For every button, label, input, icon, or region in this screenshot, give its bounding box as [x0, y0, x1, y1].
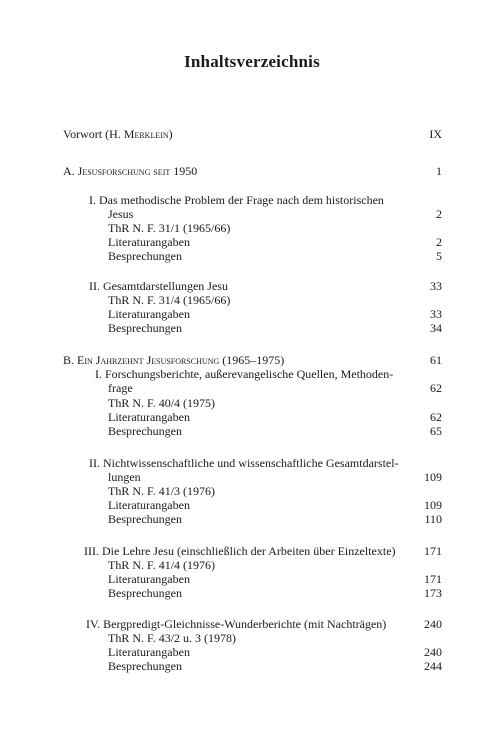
reviews-page: 173 [424, 586, 442, 600]
reviews-line: Besprechungen [108, 586, 182, 600]
entry-reference: ThR N. F. 40/4 (1975) [108, 396, 216, 410]
entry-page: 171 [424, 544, 442, 558]
literature-line: Literaturangaben [108, 410, 190, 424]
vorwort-entry [63, 127, 173, 141]
section-b-page: 61 [430, 353, 442, 367]
section-a-label: A. [63, 164, 78, 178]
entry-title: III. Die Lehre Jesu (einschließlich der Arbeiten über Einzeltexte) [84, 544, 396, 558]
reviews-page: 110 [424, 512, 442, 526]
entry-reference: ThR N. F. 31/1 (1965/66) [108, 221, 231, 235]
entry-title: IV. Bergpredigt-Gleichnisse-Wunderberichte (mit Nachträgen) [86, 617, 387, 631]
entry-title: II. Gesamtdarstellungen Jesu [89, 279, 228, 293]
entry-page: 62 [430, 381, 442, 395]
reviews-line: Besprechungen [108, 249, 182, 263]
reviews-line: Besprechungen [108, 659, 182, 673]
entry-title: I. Forschungsberichte, außerevangelische Quellen, Methoden- [95, 367, 394, 381]
reviews-page: 34 [430, 321, 442, 335]
reviews-line: Besprechungen [108, 512, 182, 526]
page-title: Inhaltsverzeichnis [184, 52, 320, 71]
reviews-page: 244 [424, 659, 442, 673]
entry-reference: ThR N. F. 43/2 u. 3 (1978) [108, 631, 237, 645]
literature-page: 62 [430, 410, 442, 424]
entry-title: I. Das methodische Problem der Frage nach dem historischen [89, 193, 384, 207]
entry-page: 2 [436, 207, 442, 221]
reviews-line: Besprechungen [108, 321, 182, 335]
entry-title-cont: frage [108, 381, 133, 395]
entry-title-cont: Jesus [108, 207, 134, 221]
literature-page: 33 [430, 307, 442, 321]
section-a-title: Jesusforschung seit 1950 [77, 164, 198, 178]
literature-line: Literaturangaben [108, 498, 190, 512]
entry-title: II. Nichtwissenschaftliche und wissenschaftliche Gesamtdarstel- [89, 456, 399, 470]
section-b-years: (1965–1975) [219, 353, 285, 367]
section-b-title: Ein Jahrzehnt Jesusforschung [77, 353, 220, 367]
literature-line: Literaturangaben [108, 645, 190, 659]
section-b-label: B. [63, 353, 78, 367]
literature-line: Literaturangaben [108, 307, 190, 321]
entry-page: 240 [424, 617, 442, 631]
reviews-line: Besprechungen [108, 424, 182, 438]
entry-title-cont: lungen [108, 470, 141, 484]
reviews-page: 65 [430, 424, 442, 438]
vorwort-page: IX [429, 127, 442, 141]
reviews-page: 5 [436, 249, 442, 263]
literature-line: Literaturangaben [108, 572, 190, 586]
entry-reference: ThR N. F. 31/4 (1965/66) [108, 293, 231, 307]
literature-page: 109 [424, 498, 442, 512]
vorwort-suffix: ) [168, 127, 173, 141]
entry-reference: ThR N. F. 41/3 (1976) [108, 484, 216, 498]
section-b-heading [63, 353, 284, 367]
literature-page: 2 [436, 235, 442, 249]
vorwort-author: Merklein [123, 127, 169, 141]
entry-page: 109 [424, 470, 442, 484]
entry-page: 33 [430, 279, 442, 293]
section-a-heading [63, 164, 197, 178]
section-a-page: 1 [436, 164, 442, 178]
vorwort-prefix: Vorwort (H. [63, 127, 124, 141]
literature-line: Literaturangaben [108, 235, 190, 249]
literature-page: 240 [424, 645, 442, 659]
entry-reference: ThR N. F. 41/4 (1976) [108, 558, 216, 572]
literature-page: 171 [424, 572, 442, 586]
